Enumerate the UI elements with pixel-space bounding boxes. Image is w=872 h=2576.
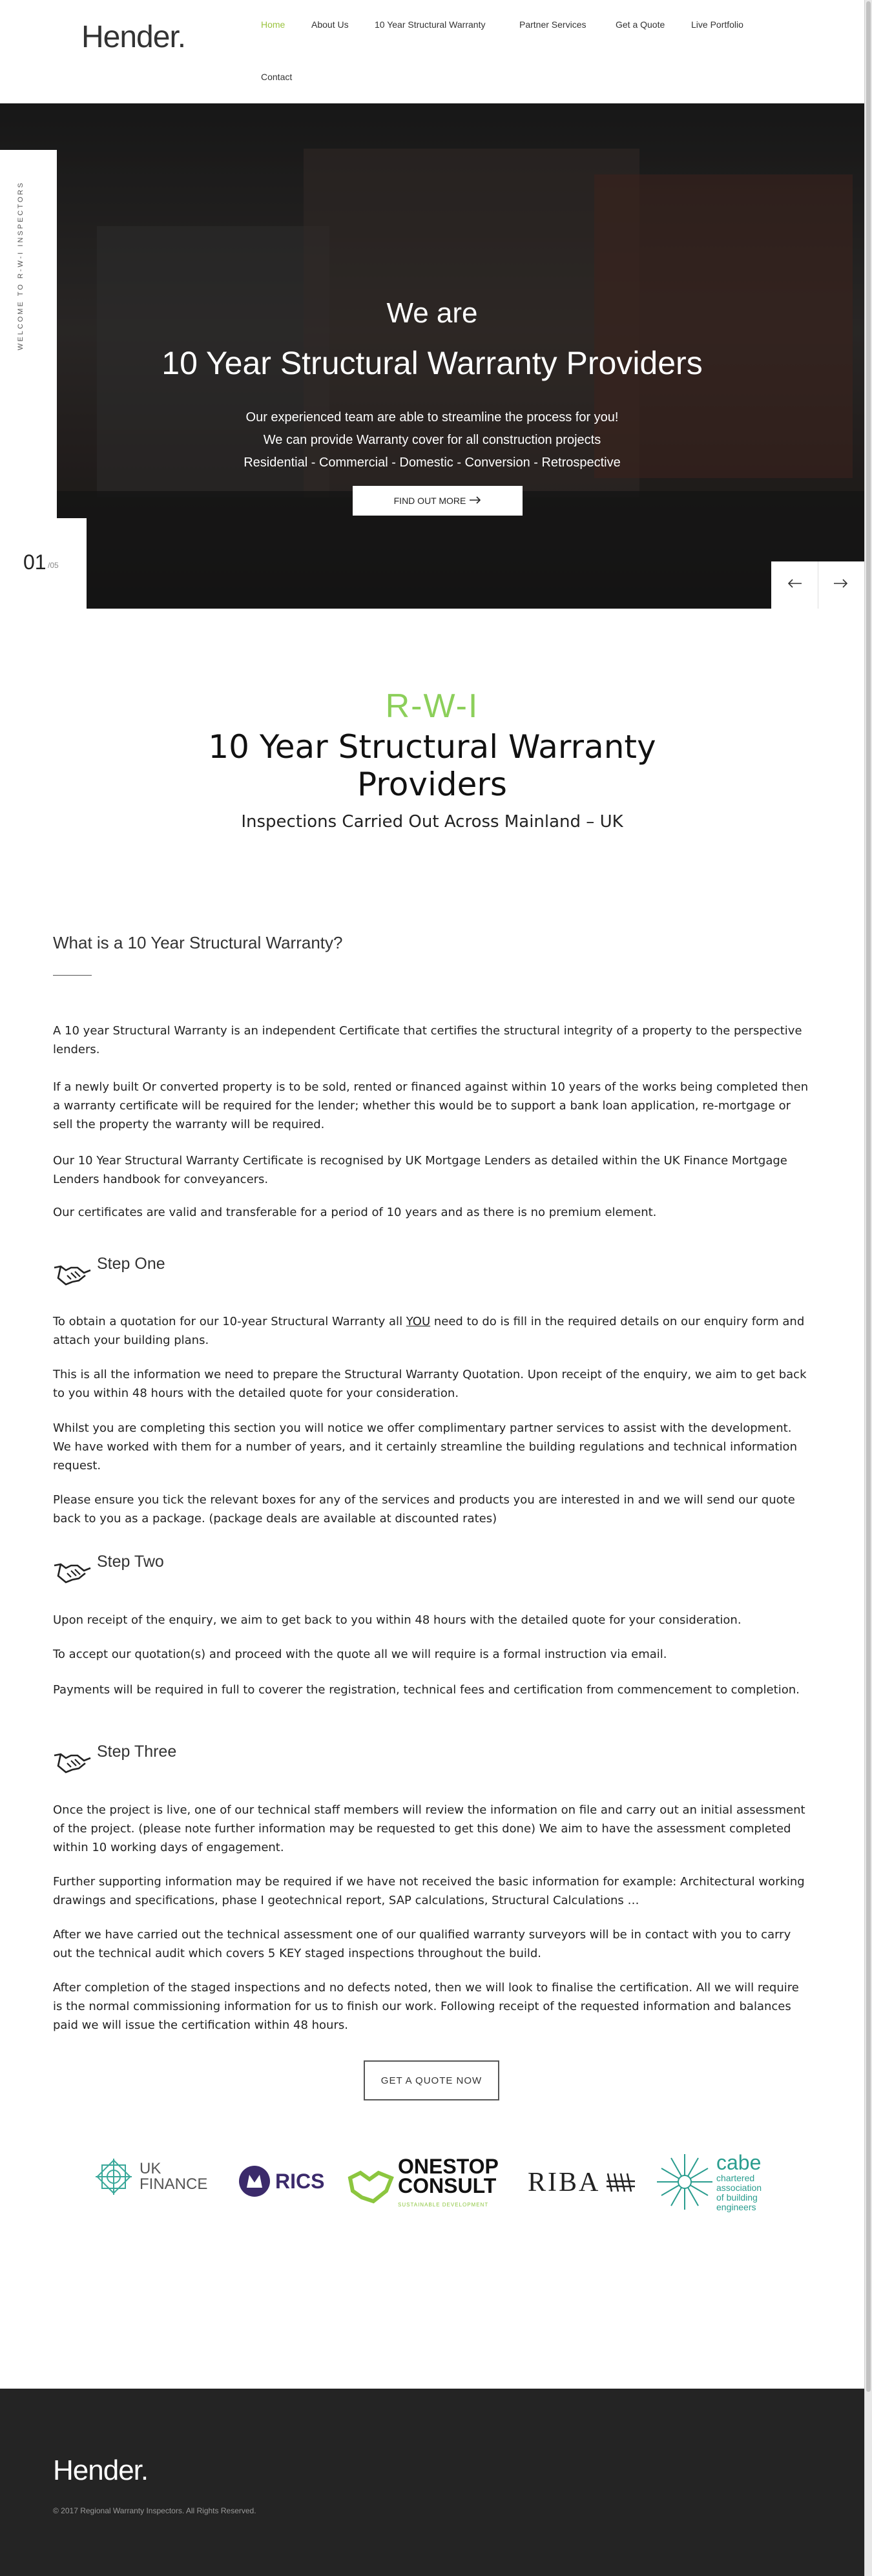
page-scrollbar[interactable]	[864, 0, 872, 2576]
side-welcome-label: WELCOME TO R-W-I INSPECTORS	[17, 181, 25, 350]
step-two-title: Step Two	[97, 1553, 164, 1571]
find-out-more-label: FIND OUT MORE	[393, 496, 466, 506]
handshake-icon	[53, 1559, 92, 1585]
footer-logo[interactable]: Hender.	[53, 2455, 149, 2486]
nav-partner-services[interactable]: Partner Services	[519, 19, 587, 30]
step-three-paragraph: After completion of the staged inspections and no defects noted, then we will look to finalise the certification. All we will require is the normal commissioning information for us to finish our work. Following receipt of the requested information and balances paid we will issue the certification within 48 hours.	[53, 1981, 799, 2032]
site-header	[0, 0, 864, 103]
handshake-icon	[53, 1261, 92, 1287]
nav-get-a-quote[interactable]: Get a Quote	[616, 19, 665, 30]
you-emphasis: YOU	[406, 1315, 431, 1328]
step-two-paragraph: Payments will be required in full to coverer the registration, technical fees and certification from commencement to completion.	[53, 1683, 800, 1697]
slider-prev-button[interactable]	[783, 573, 806, 596]
step-one-title: Step One	[97, 1255, 165, 1273]
scrollbar-thumb[interactable]	[866, 1, 871, 2392]
hero-slider	[0, 103, 864, 609]
handshake-icon	[53, 1749, 92, 1775]
what-paragraph: Our certificates are valid and transferable for a period of 10 years and as there is no premium element.	[53, 1206, 657, 1219]
get-a-quote-now-button[interactable]: GET A QUOTE NOW	[364, 2060, 499, 2100]
heading-divider	[53, 975, 92, 976]
what-paragraph: Our 10 Year Structural Warranty Certificate is recognised by UK Mortgage Lenders as detailed within the UK Finance Mortgage Lenders handbook for conveyancers.	[53, 1154, 787, 1186]
step-one-paragraph: Please ensure you tick the relevant boxes for any of the services and products you are interested in and we will send our quote back to you as a package. (package deals are available at discounted rates)	[53, 1493, 795, 1525]
step-one-paragraph: To obtain a quotation for our 10-year Structural Warranty all YOU need to do is fill in the required details on our enquiry form and attach your building plans.	[53, 1315, 805, 1347]
step-three-paragraph: After we have carried out the technical assessment one of our qualified warranty surveyors will be in contact with you to carry out the technical audit which covers 5 KEY staged inspections throughout the build.	[53, 1928, 791, 1960]
hero-heading-line1: We are	[386, 297, 478, 329]
onestop-consult-logo[interactable]: ONESTOP CONSULT SUSTAINABLE DEVELOPMENT	[348, 2157, 499, 2215]
uk-finance-emblem-icon	[93, 2156, 134, 2197]
rics-logo[interactable]: RICS	[238, 2164, 324, 2198]
slide-counter	[0, 518, 87, 609]
intro-title: 10 Year Structural Warranty Providers	[208, 728, 656, 803]
slide-total: /05	[48, 561, 59, 570]
hero-heading-line2: 10 Year Structural Warranty Providers	[161, 345, 703, 381]
step-two-paragraph: Upon receipt of the enquiry, we aim to get back to you within 48 hours with the detailed quote for your consideration.	[53, 1613, 742, 1627]
step-three-paragraph: Further supporting information may be required if we have not received the basic information for example: Architectural working drawings and specifications, phase I geotechnical report, SAP calculations, Structural Calculations …	[53, 1875, 805, 1907]
section-heading-what-is: What is a 10 Year Structural Warranty?	[53, 933, 343, 952]
step-two-paragraph: To accept our quotation(s) and proceed with the quote all we will require is a formal instruction via email.	[53, 1648, 667, 1661]
nav-live-portfolio[interactable]: Live Portfolio	[691, 19, 743, 30]
step-three-paragraph: Once the project is live, one of our technical staff members will review the information on file and carry out an initial assessment of the project. (please note further information may be requested to get this done) We aim to have the assessment completed within 10 working days of engagement.	[53, 1803, 805, 1854]
riba-logo[interactable]: RIBA	[528, 2167, 638, 2198]
site-logo[interactable]: Hender.	[81, 20, 186, 54]
hero-text-line3: Residential - Commercial - Domestic - Conversion - Retrospective	[244, 456, 621, 470]
find-out-more-button[interactable]	[353, 486, 523, 516]
step-one-paragraph: This is all the information we need to prepare the Structural Warranty Quotation. Upon receipt of the enquiry, we aim to get back to you within 48 hours with the detailed quote for your consideration.	[53, 1368, 807, 1400]
uk-finance-logo[interactable]: UK FINANCE	[93, 2156, 207, 2197]
slider-arrows	[771, 561, 864, 609]
riba-emblem-icon	[605, 2170, 638, 2195]
arrow-right-icon	[834, 578, 848, 591]
intro-subtitle: Inspections Carried Out Across Mainland – UK	[241, 812, 623, 832]
rwi-heading: R-W-I	[385, 687, 479, 725]
nav-home[interactable]: Home	[261, 19, 285, 30]
rics-crest-icon	[238, 2164, 271, 2198]
arrow-left-icon	[787, 578, 802, 591]
arrow-right-icon	[470, 496, 481, 506]
slide-current: 01	[23, 550, 47, 574]
hero-text-line1: Our experienced team are able to streamline the process for you!	[245, 410, 619, 424]
nav-structural-warranty[interactable]: 10 Year Structural Warranty	[375, 19, 486, 30]
cabe-sunburst-icon	[656, 2153, 714, 2211]
footer-copyright: © 2017 Regional Warranty Inspectors. All Rights Reserved.	[53, 2506, 256, 2515]
hero-text-line2: We can provide Warranty cover for all construction projects	[263, 433, 601, 447]
slider-next-button[interactable]	[829, 573, 853, 596]
step-one-paragraph: Whilst you are completing this section you will notice we offer complimentary partner services to assist with the development. We have worked with them for a number of years, and it certainly streamline the building regulations and technical information request.	[53, 1421, 797, 1472]
step-three-title: Step Three	[97, 1743, 177, 1761]
nav-about-us[interactable]: About Us	[311, 19, 349, 30]
cabe-logo[interactable]: cabe chartered association of building engineers	[656, 2152, 762, 2212]
nav-contact[interactable]: Contact	[261, 72, 293, 82]
onestop-handshake-icon	[348, 2165, 394, 2206]
what-paragraph: If a newly built Or converted property is to be sold, rented or financed against within 10 years of the works being completed then a warranty certificate will be required for the lender; whether this would be to support a bank loan application, re-mortgage or sell the property the warranty will be required.	[53, 1080, 809, 1131]
hero-side-panel	[0, 150, 57, 518]
what-paragraph: A 10 year Structural Warranty is an independent Certificate that certifies the structural integrity of a property to the perspective lenders.	[53, 1024, 802, 1056]
site-footer	[0, 2389, 864, 2576]
